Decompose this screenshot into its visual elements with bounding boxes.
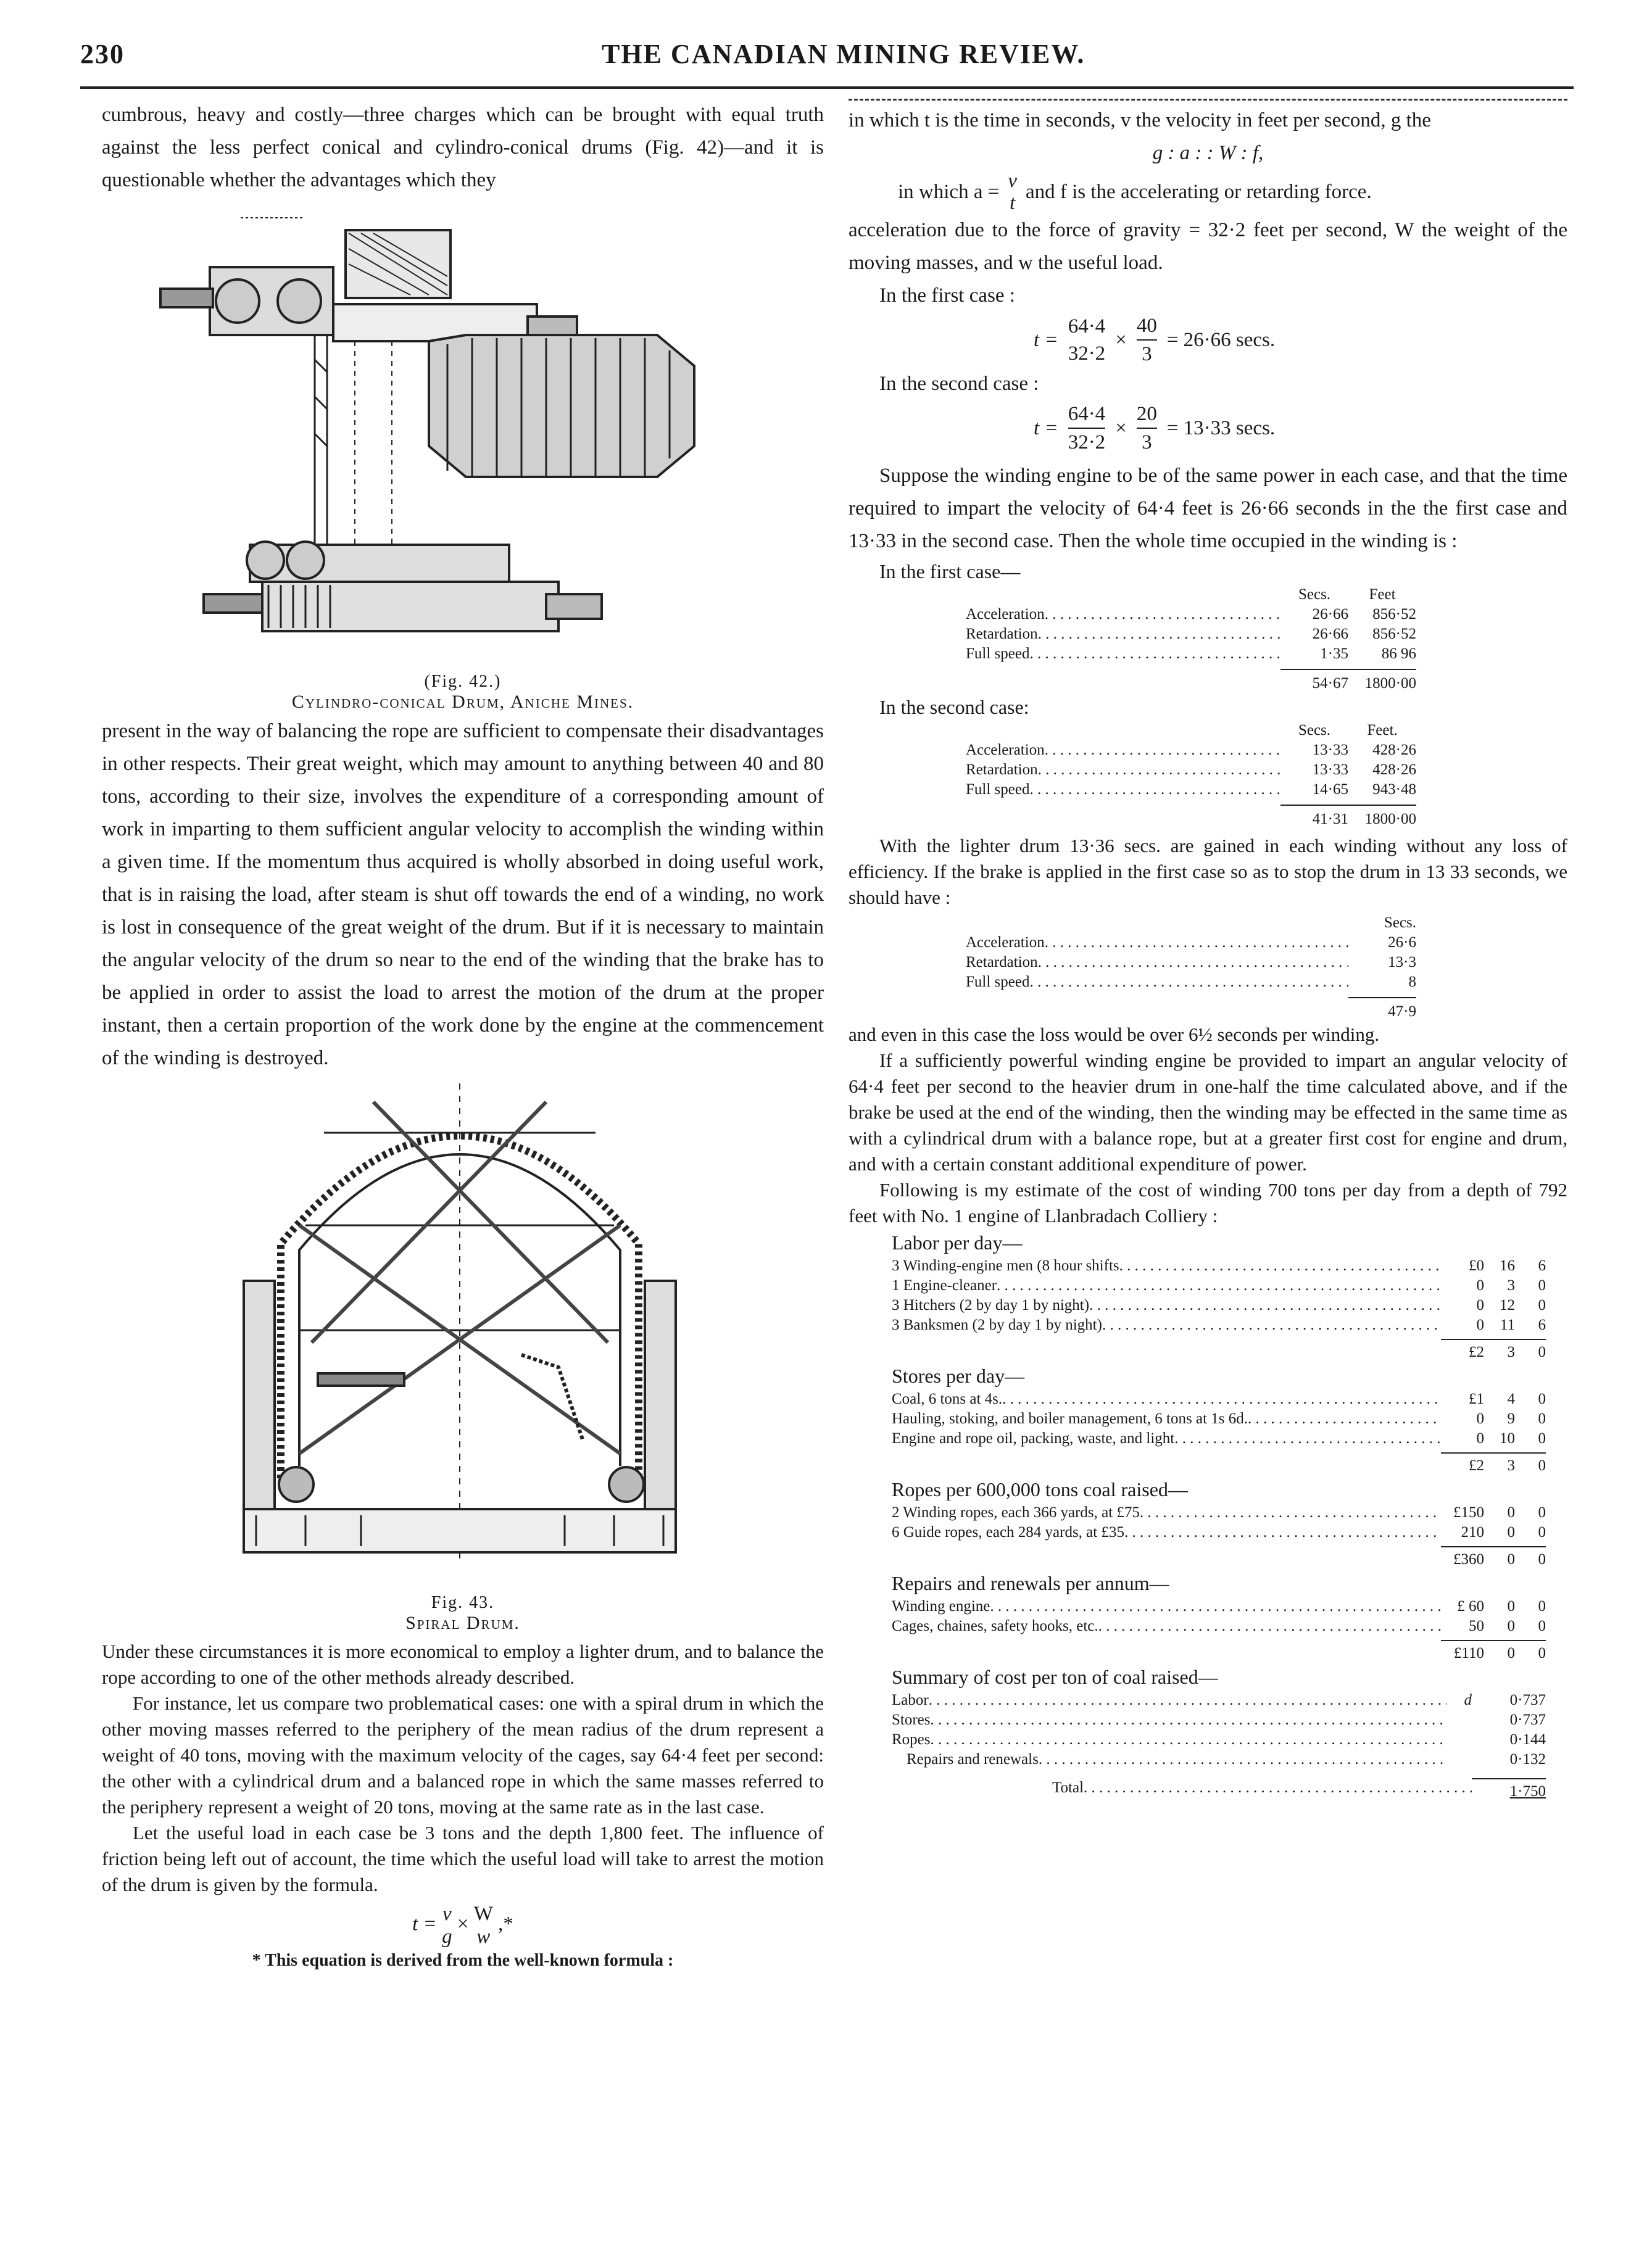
row-shillings: 16	[1500, 1257, 1515, 1274]
eq1-frac1	[1068, 313, 1106, 367]
row-label: Hauling, stoking, and boiler management, 6 tons at 1s 6d.	[892, 1410, 1248, 1427]
row-secs: 13·3	[1388, 954, 1416, 971]
summary-row	[892, 1691, 1546, 1710]
first-case-label: In the first case :	[879, 284, 1015, 307]
table3-total: 47·9	[1348, 997, 1416, 1022]
row-unit: d	[1464, 1692, 1472, 1708]
row-feet: 428·26	[1372, 761, 1416, 778]
labor-total	[892, 1339, 1546, 1362]
eq1-n1: 64·4	[1068, 315, 1106, 337]
row-label: Acceleration	[966, 934, 1045, 951]
eq2-frac1	[1068, 400, 1106, 456]
fig42-caption-number: (Fig. 42.)	[424, 672, 502, 691]
row-label: Labor	[892, 1692, 929, 1708]
cost-estimate	[892, 1229, 1546, 1802]
row-label: Retardation	[966, 954, 1038, 971]
row-shillings: 0	[1507, 1504, 1515, 1521]
row-label: Acceleration	[966, 742, 1045, 758]
proportion: g : a : : W : f,	[1152, 142, 1264, 164]
fig43-caption-title: Spiral Drum.	[405, 1613, 520, 1633]
paragraph-useful-load: Let the useful load in each case be 3 tons and the depth 1,800 feet. The influence of friction being left out of account, the time which the useful load will take to arrest the motion of the drum is given by the formula.	[102, 1822, 824, 1895]
row-label: 6 Guide ropes, each 284 yards, at £35	[892, 1524, 1124, 1541]
table2-total-secs: 41·31	[1280, 805, 1348, 829]
right-column	[849, 99, 1567, 1802]
eq2-d2: 3	[1142, 431, 1152, 453]
page-number: 230	[80, 39, 125, 69]
row-pounds: £0	[1469, 1257, 1484, 1274]
table3-row	[966, 972, 1416, 992]
row-pounds: 50	[1469, 1618, 1484, 1634]
row-shillings: 11	[1500, 1317, 1515, 1333]
row-shillings: 0	[1507, 1524, 1515, 1541]
row-shillings: 3	[1507, 1277, 1515, 1294]
equation-first-case	[1034, 312, 1567, 368]
cost-row	[892, 1523, 1546, 1542]
row-secs: 8	[1408, 974, 1416, 990]
row-unit	[1447, 1710, 1472, 1730]
row-label: Winding engine	[892, 1598, 990, 1615]
gravity-definition: acceleration due to the force of gravity = 32·2 feet per second, W the weight of the moving masses, and w the useful load.	[849, 219, 1567, 274]
row-label: 3 Banksmen (2 by day 1 by night)	[892, 1317, 1102, 1333]
row-secs: 1·35	[1320, 645, 1348, 662]
row-shillings: 10	[1500, 1430, 1515, 1447]
fig43-caption-number: Fig. 43.	[431, 1593, 495, 1612]
table2-row	[966, 780, 1416, 800]
v-num: v	[1008, 170, 1017, 192]
cost-row	[892, 1616, 1546, 1636]
total-pence: 0	[1515, 1640, 1546, 1663]
row-pounds: 0	[1476, 1297, 1484, 1314]
fig42-caption-title: Cylindro-conical Drum, Aniche Mines.	[291, 692, 634, 712]
table2	[966, 721, 1416, 829]
row-label: 3 Winding-engine men (8 hour shifts	[892, 1257, 1119, 1274]
summary-row	[892, 1730, 1546, 1750]
row-pounds: 0	[1476, 1430, 1484, 1447]
row-unit	[1447, 1750, 1472, 1769]
row-shillings: 12	[1500, 1297, 1515, 1314]
row-secs: 26·6	[1388, 934, 1416, 951]
cost-row	[892, 1503, 1546, 1523]
row-pounds: 0	[1476, 1277, 1484, 1294]
table1-col-feet: Feet	[1369, 586, 1396, 603]
eq1-d2: 3	[1142, 343, 1152, 365]
row-label: Full speed	[966, 645, 1030, 662]
row-label: Ropes	[892, 1731, 931, 1748]
formula-W: W	[473, 1903, 493, 1925]
row-pounds: 210	[1461, 1524, 1484, 1541]
stores-total	[892, 1452, 1546, 1476]
eq2-result: = 13·33 secs.	[1166, 417, 1276, 439]
fig43-illustration	[102, 1083, 824, 1589]
row-pounds: £ 60	[1457, 1598, 1484, 1615]
table3	[966, 913, 1416, 1022]
total-pounds: £2	[1441, 1452, 1484, 1476]
second-case-label: In the second case :	[879, 373, 1039, 395]
row-unit	[1447, 1730, 1472, 1750]
summary-heading: Summary of cost per ton of coal raised—	[892, 1666, 1218, 1688]
total-shillings: 0	[1484, 1640, 1515, 1663]
eq1-times: ×	[1115, 329, 1127, 351]
table1-total-feet: 1800·00	[1348, 669, 1416, 693]
table1-row	[966, 624, 1416, 644]
row-value: 0·737	[1509, 1711, 1546, 1728]
row-pounds: £150	[1453, 1504, 1484, 1521]
row-secs: 14·65	[1312, 781, 1348, 798]
eq1-frac2	[1137, 312, 1157, 368]
summary-total	[892, 1778, 1546, 1802]
row-pence: 0	[1538, 1391, 1546, 1407]
fig42-illustration	[102, 212, 824, 668]
table1-row	[966, 605, 1416, 624]
eq1-n2: 40	[1137, 312, 1157, 341]
top-dashed-rule	[849, 99, 1567, 101]
row-feet: 428·26	[1372, 742, 1416, 758]
row-pence: 6	[1538, 1257, 1546, 1274]
table1-total-secs: 54·67	[1280, 669, 1348, 693]
footnote: * This equation is derived from the well-known formula :	[252, 1951, 674, 1970]
row-value: 0·144	[1509, 1731, 1546, 1748]
table3-row	[966, 933, 1416, 953]
formula-g: g	[442, 1926, 452, 1948]
eq1-result: = 26·66 secs.	[1166, 329, 1276, 351]
row-pence: 0	[1538, 1504, 1546, 1521]
row-shillings: 9	[1507, 1410, 1515, 1427]
eq1-d1: 32·2	[1068, 342, 1106, 365]
eq1-t: t =	[1034, 329, 1058, 351]
eq2-n1: 64·4	[1068, 400, 1106, 429]
row-label: Full speed	[966, 974, 1030, 990]
paragraph-circumstances: Under these circumstances it is more economical to employ a lighter drum, and to balance the rope according to one of the other methods already described.	[102, 1641, 824, 1688]
total-pence: 0	[1515, 1452, 1546, 1476]
cost-row	[892, 1597, 1546, 1616]
ropes-table	[892, 1503, 1546, 1570]
summary-table	[892, 1691, 1546, 1802]
ropes-total	[892, 1546, 1546, 1570]
cost-row	[892, 1409, 1546, 1429]
total-pounds: £110	[1441, 1640, 1484, 1663]
formula-v: v	[442, 1903, 452, 1925]
eq2-times: ×	[1115, 417, 1127, 439]
row-label: 1 Engine-cleaner	[892, 1277, 997, 1294]
row-pounds: 0	[1476, 1317, 1484, 1333]
row-pence: 0	[1538, 1277, 1546, 1294]
formula-times: ×	[457, 1913, 469, 1935]
row-secs: 13·33	[1312, 742, 1348, 758]
a-equals: in which a =	[898, 180, 1000, 203]
formula-explanation: in which t is the time in seconds, v the velocity in feet per second, g the	[849, 109, 1431, 131]
formula-fraction-2	[474, 1903, 493, 1948]
row-pounds: 0	[1476, 1410, 1484, 1427]
stores-table	[892, 1389, 1546, 1476]
table2-col-feet: Feet.	[1367, 722, 1398, 739]
eq2-d1: 32·2	[1068, 431, 1106, 453]
formula	[102, 1903, 824, 1948]
summary-row	[892, 1710, 1546, 1730]
formula-w: w	[476, 1926, 491, 1948]
total-pounds: £360	[1441, 1546, 1484, 1570]
left-column	[102, 99, 824, 1971]
row-shillings: 4	[1507, 1391, 1515, 1407]
cost-row	[892, 1315, 1546, 1335]
table2-row	[966, 760, 1416, 780]
table3-row	[966, 953, 1416, 972]
total-pounds: £2	[1441, 1339, 1484, 1362]
table2-row	[966, 740, 1416, 760]
repairs-total	[892, 1640, 1546, 1663]
labor-heading: Labor per day—	[892, 1231, 1023, 1254]
row-value: 0·737	[1509, 1692, 1546, 1708]
row-shillings: 0	[1507, 1598, 1515, 1615]
row-label: Repairs and renewals	[907, 1751, 1039, 1768]
eq2-frac2	[1137, 400, 1157, 456]
total-label: Total	[1052, 1779, 1084, 1796]
table1-heading: In the first case—	[879, 560, 1021, 582]
total-pence: 0	[1515, 1546, 1546, 1570]
table3-col-secs: Secs.	[1384, 914, 1416, 931]
row-label: Acceleration	[966, 606, 1045, 623]
row-feet: 856·52	[1372, 606, 1416, 623]
paragraph-loss: and even in this case the loss would be over 6½ seconds per winding.	[849, 1024, 1380, 1045]
table1-col-secs: Secs.	[1298, 586, 1331, 603]
row-pence: 0	[1538, 1410, 1546, 1427]
row-label: Coal, 6 tons at 4s.	[892, 1391, 1003, 1407]
equation-second-case	[1034, 400, 1567, 456]
table2-col-secs: Secs.	[1298, 722, 1331, 739]
row-label: 2 Winding ropes, each 366 yards, at £75	[892, 1504, 1140, 1521]
ropes-heading: Ropes per 600,000 tons coal raised—	[892, 1478, 1188, 1500]
row-label: Full speed	[966, 781, 1030, 798]
row-pence: 6	[1538, 1317, 1546, 1333]
paragraph-estimate: Following is my estimate of the cost of winding 700 tons per day from a depth of 792 feet with No. 1 engine of Llanbradach Colliery :	[849, 1179, 1567, 1227]
row-secs: 26·66	[1312, 606, 1348, 623]
journal-title: THE CANADIAN MINING REVIEW.	[602, 39, 1085, 69]
paragraph-instance: For instance, let us compare two problematical cases: one with a spiral drum in which the other moving masses referred to the periphery of the mean radius of the drum represent a weight of 40 tons, moving with the maximum velocity of the cages, say 64·4 feet per second: the other with a cylindrical drum and a balanced rope in which the same masses referred to the periphery represent a weight of 20 tons, moving at the same rate as in the last case.	[102, 1692, 824, 1818]
row-pence: 0	[1538, 1297, 1546, 1314]
table1	[966, 585, 1416, 693]
repairs-table	[892, 1597, 1546, 1663]
total-shillings: 3	[1484, 1452, 1515, 1476]
formula-fraction-1	[442, 1903, 452, 1948]
paragraph-powerful-engine: If a sufficiently powerful winding engine be provided to impart an angular velocity of 64·4 feet per second to the heavier drum in one-half the time calculated above, and if the brake be used at the end of the winding, then the winding may be effected in the same time as with a cylindrical drum with a balance rope, but at a greater first cost for engine and drum, and with a certain constant additional expenditure of power.	[849, 1049, 1567, 1175]
total-pence: 0	[1515, 1339, 1546, 1362]
total-value: 1·750	[1472, 1778, 1546, 1802]
row-label: Engine and rope oil, packing, waste, and light	[892, 1430, 1175, 1447]
acceleration-definition	[849, 170, 1567, 214]
row-pence: 0	[1538, 1430, 1546, 1447]
formula-star: ,*	[498, 1913, 513, 1935]
row-pence: 0	[1538, 1524, 1546, 1541]
row-pence: 0	[1538, 1618, 1546, 1634]
row-feet: 943·48	[1372, 781, 1416, 798]
repairs-heading: Repairs and renewals per annum—	[892, 1572, 1169, 1594]
paragraph-lighter-drum: With the lighter drum 13·36 secs. are gained in each winding without any loss of efficiency. If the brake is applied in the first case so as to stop the drum in 13 33 seconds, we should have :	[849, 835, 1567, 908]
summary-row	[892, 1750, 1546, 1769]
paragraph-intro: cumbrous, heavy and costly—three charges which can be brought with equal truth against the less perfect conical and cylindro-conical drums (Fig. 42)—and it is questionable whether the advantages which they	[102, 104, 824, 191]
total-shillings: 3	[1484, 1339, 1515, 1362]
eq2-t: t =	[1034, 417, 1058, 439]
stores-heading: Stores per day—	[892, 1365, 1025, 1387]
cost-row	[892, 1256, 1546, 1276]
row-secs: 26·66	[1312, 626, 1348, 642]
row-feet: 856·52	[1372, 626, 1416, 642]
v-over-t	[1008, 170, 1017, 214]
row-label: Retardation	[966, 626, 1038, 642]
labor-table	[892, 1256, 1546, 1362]
header-rule	[80, 86, 1574, 89]
cost-row	[892, 1276, 1546, 1296]
row-pence: 0	[1538, 1598, 1546, 1615]
table2-heading: In the second case:	[879, 696, 1029, 718]
row-feet: 86 96	[1381, 645, 1416, 662]
cost-row	[892, 1429, 1546, 1449]
row-pounds: £1	[1469, 1391, 1484, 1407]
row-label: Retardation	[966, 761, 1038, 778]
paragraph-suppose: Suppose the winding engine to be of the same power in each case, and that the time required to impart the velocity of 64·4 feet is 26·66 seconds in the the first case and 13·33 in the second case. Then the whole time occupied in the winding is :	[849, 465, 1567, 552]
row-label: Stores	[892, 1711, 931, 1728]
row-secs: 13·33	[1312, 761, 1348, 778]
cost-row	[892, 1389, 1546, 1409]
force-text: and f is the accelerating or retarding force.	[1025, 180, 1372, 203]
eq2-n2: 20	[1137, 400, 1157, 429]
t-den: t	[1010, 192, 1016, 214]
row-shillings: 0	[1507, 1618, 1515, 1634]
total-shillings: 0	[1484, 1546, 1515, 1570]
formula-t: t =	[412, 1913, 437, 1935]
table1-row	[966, 644, 1416, 664]
row-value: 0·132	[1509, 1751, 1546, 1768]
row-label: 3 Hitchers (2 by day 1 by night)	[892, 1297, 1090, 1314]
cost-row	[892, 1296, 1546, 1315]
row-label: Cages, chaines, safety hooks, etc.	[892, 1618, 1098, 1634]
table2-total-feet: 1800·00	[1348, 805, 1416, 829]
paragraph-weight: present in the way of balancing the rope are sufficient to compensate their disadvantages in other respects. Their great weight, which may amount to anything between 40 and 80 tons, according to their size, involves the expenditure of a corresponding amount of work in imparting to them sufficient angular velocity to accomplish the winding within a given time. If the momentum thus acquired is wholly absorbed in doing useful work, that is in raising the load, after steam is shut off towards the end of a winding, no work is lost in consequence of the great weight of the drum. But if it is necessary to maintain the angular velocity of the drum so near to the end of the winding that the brake has to be applied in order to assist the load to arrest the motion of the drum at the proper instant, then a certain proportion of the work done by the engine at the commencement of the winding is destroyed.	[102, 720, 824, 1069]
